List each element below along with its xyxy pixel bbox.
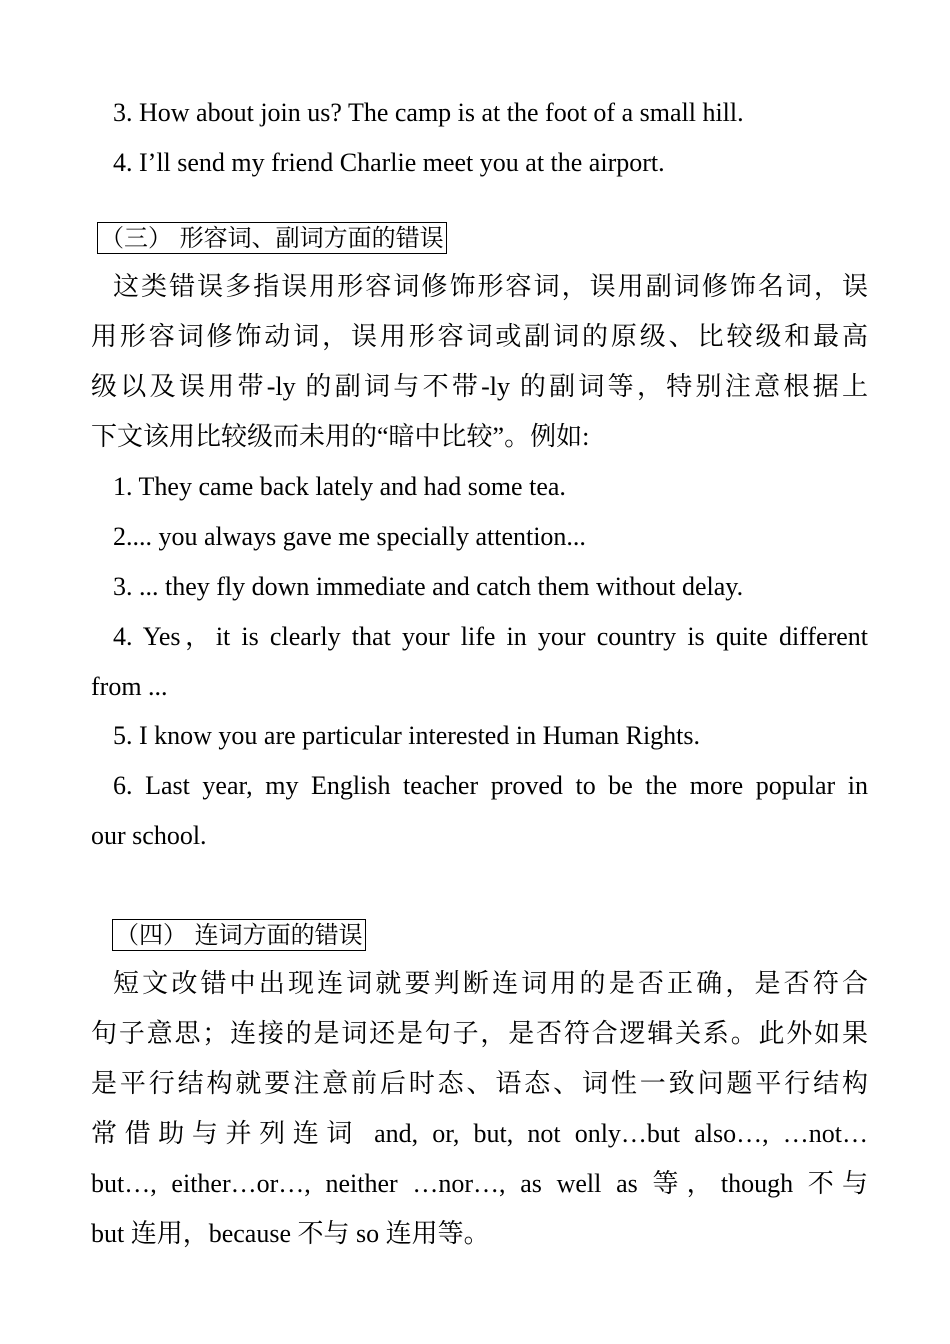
example-line: 4. Yes，it is clearly that your life in your country is quite different: [113, 622, 868, 651]
paragraph-line: 句子意思；连接的是词还是句子，是否符合逻辑关系。此外如果: [91, 1019, 868, 1048]
paragraph-line: 这类错误多指误用形容词修饰形容词，误用副词修饰名词，误: [113, 272, 868, 301]
example-line: 6. Last year, my English teacher proved to be the more popular in: [113, 771, 868, 800]
example-line: 2.... you always gave me specially attention...: [113, 522, 586, 551]
section-heading-conjunction: （四） 连词方面的错误: [112, 919, 366, 951]
paragraph-line: 下文该用比较级而未用的“暗中比较”。例如:: [91, 422, 590, 451]
paragraph-line: 级以及误用带-ly 的副词与不带-ly 的副词等，特别注意根据上: [91, 372, 868, 401]
paragraph-line: 短文改错中出现连词就要判断连词用的是否正确，是否符合: [113, 969, 868, 998]
paragraph-line: 是平行结构就要注意前后时态、语态、词性一致问题平行结构: [91, 1069, 868, 1098]
example-line: 1. They came back lately and had some tea.: [113, 472, 566, 501]
paragraph-line: but 连用，because 不与 so 连用等。: [91, 1219, 490, 1248]
example-line: from ...: [91, 672, 168, 701]
example-line: 3. How about join us? The camp is at the foot of a small hill.: [113, 98, 744, 127]
paragraph-line: but…, either…or…, neither …nor…, as well as 等，though 不与: [91, 1169, 868, 1198]
example-line: 5. I know you are particular interested in Human Rights.: [113, 721, 701, 750]
example-line: our school.: [91, 821, 207, 850]
section-heading-adjective-adverb: （三） 形容词、副词方面的错误: [97, 222, 447, 254]
example-line: 4. I’ll send my friend Charlie meet you at the airport.: [113, 148, 665, 177]
example-line: 3. ... they fly down immediate and catch them without delay.: [113, 572, 744, 601]
paragraph-line: 常借助与并列连词 and, or, but, not only…but also…, …not…: [91, 1119, 868, 1148]
paragraph-line: 用形容词修饰动词，误用形容词或副词的原级、比较级和最高: [91, 322, 868, 351]
